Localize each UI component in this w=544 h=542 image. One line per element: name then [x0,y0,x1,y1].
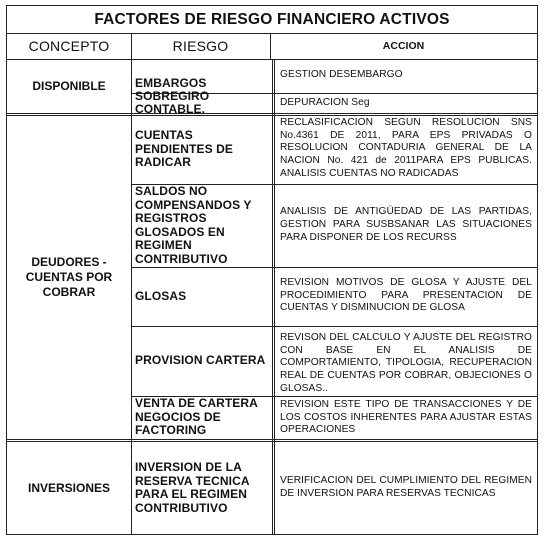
risk-cell [131,59,271,93]
header-riesgo: RIESGO [172,38,229,54]
risk-factors-table [6,5,538,535]
risk-cell [131,115,271,184]
risk-label: GLOSAS [135,288,187,303]
concept-label: INVERSIONES [27,480,111,495]
concept-label: DISPONIBLE [32,78,106,93]
risk-cell [131,396,271,439]
concept-cell [7,441,131,535]
action-cell [275,115,537,184]
risk-label: SOBREGIRO CONTABLE. [135,88,210,116]
action-text: ANALISIS DE ANTIGÜEDAD DE LAS PARTIDAS, GESTION PARA SUSBSANAR LAS SITUACIONES PARA DISPONER DE LOS RECURSS [280,206,532,243]
action-text: REVISON DEL CALCULO Y AJUSTE DEL REGISTRO CON BASE EN EL ANALISIS DE COMPORTAMIENTO, TIPOLOGIA, RECUPERACION REAL DE CUENTAS POR COBRAR, OBJECIONES O GLOSAS.. [280,332,532,394]
risk-label: SALDOS NO COMPENSANDOS Y REGISTROS GLOSADOS EN REGIMEN CONTRIBUTIVO [135,184,252,266]
action-text: REVISION MOTIVOS DE GLOSA Y AJUSTE DEL PROCEDIMIENTO PARA PRESENTACION DE CUENTAS Y DISMINUCION DE GLOSA [280,277,532,314]
action-text: VERIFICACION DEL CUMPLIMIENTO DEL REGIMEN DE INVERSION PARA RESERVAS TECNICAS [280,475,532,499]
action-cell [275,93,537,113]
action-text: REVISION ESTE TIPO DE TRANSACCIONES Y DE LOS COSTOS INHERENTES PARA AJUSTAR ESTAS OPERACIONES [280,399,532,436]
risk-label: PROVISION CARTERA [135,353,266,368]
action-cell [275,59,537,93]
risk-cell [131,88,271,116]
table-title: FACTORES DE RIESGO FINANCIERO ACTIVOS [94,10,450,28]
action-cell [275,267,537,326]
header-concepto: CONCEPTO [28,38,110,54]
action-text: RECLASIFICACION SEGUN RESOLUCION SNS No.4361 DE 2011, PARA EPS PRIVADAS O RESOLUCION CONTADURIA GENERAL DE LA NACION No. 421 de 2011PARA EPS PUBLICAS. ANALISIS CUENTAS NO RADICADAS [280,117,532,179]
concept-cell [7,115,131,439]
header-accion: ACCION [382,40,425,52]
risk-label: INVERSION DE LA RESERVA TECNICA PARA EL REGIMEN CONTRIBUTIVO [135,460,250,515]
risk-cell [131,267,271,326]
action-cell [275,326,537,396]
concept-cell [7,59,131,113]
action-cell [275,184,537,267]
risk-label: CUENTAS PENDIENTES DE RADICAR [135,128,233,170]
risk-cell [131,326,271,396]
concept-label: DEUDORES - CUENTAS POR COBRAR [25,254,113,299]
action-text: GESTION DESEMBARGO [280,69,403,80]
action-cell [275,441,537,535]
risk-label: EMBARGOS [135,75,207,90]
action-text: DEPURACION Seg [280,96,370,108]
risk-cell [131,441,271,535]
risk-label: VENTA DE CARTERA NEGOCIOS DE FACTORING [135,396,258,438]
action-cell [275,396,537,439]
risk-cell [131,184,271,267]
